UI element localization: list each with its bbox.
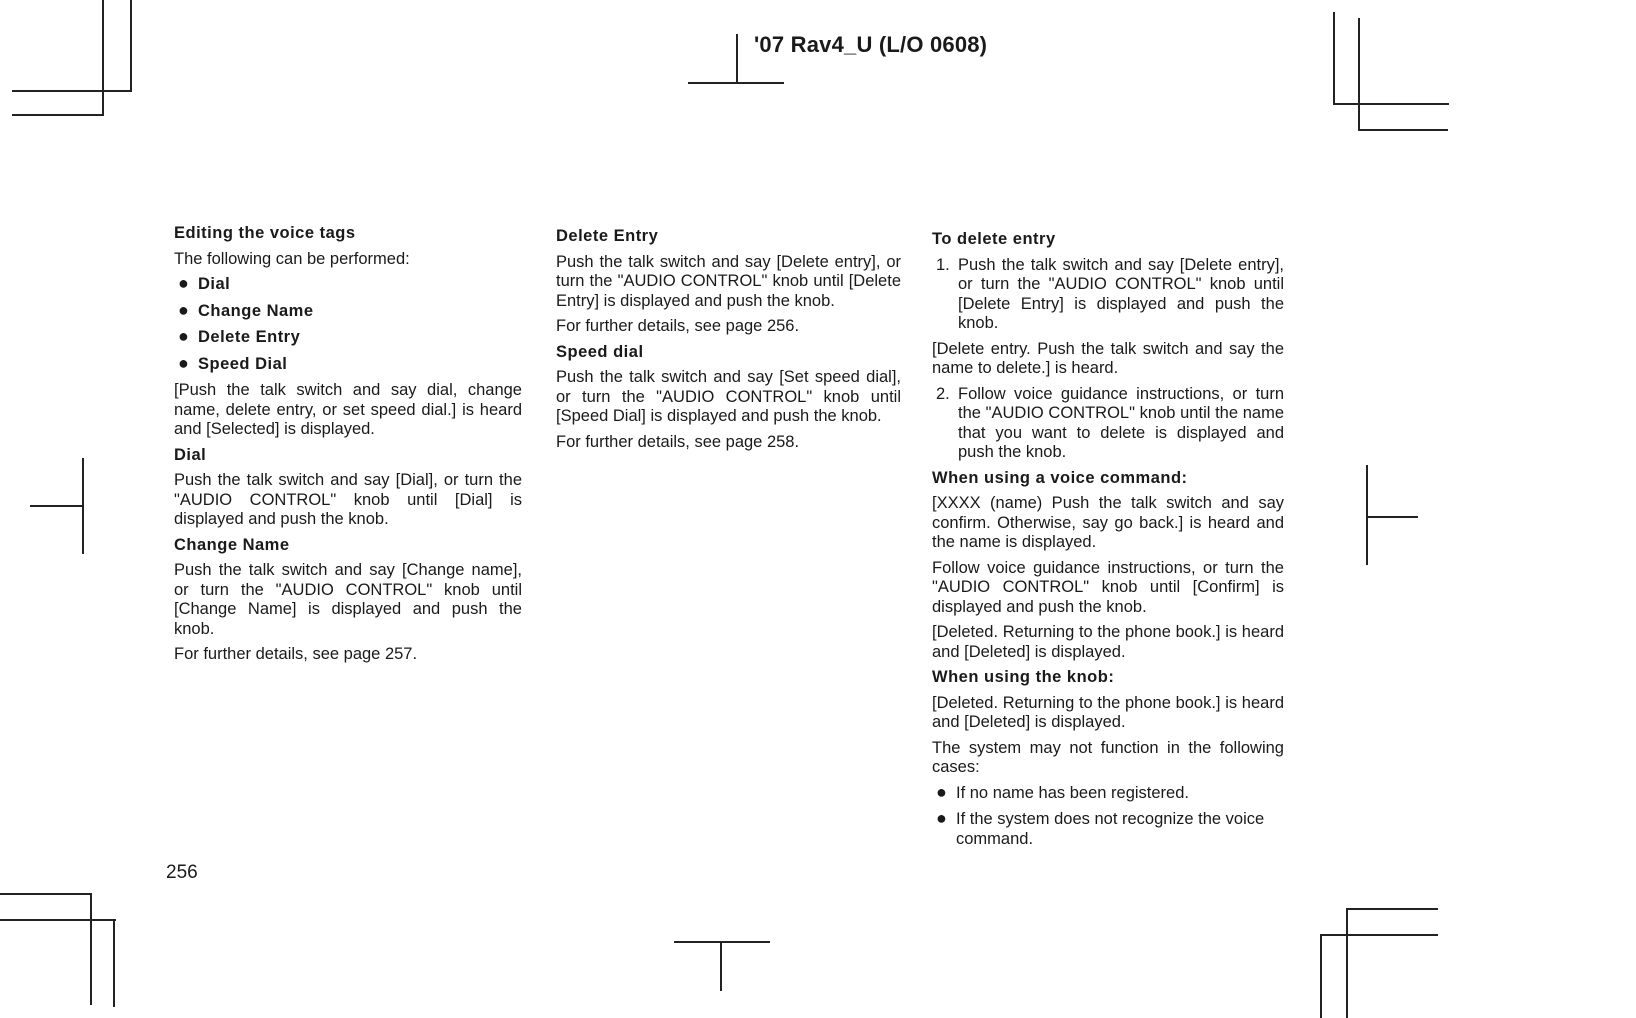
steps-list <box>932 385 1284 463</box>
list-item: ● Dial <box>178 273 231 293</box>
document-header: '07 Rav4_U (L/O 0608) <box>754 32 988 57</box>
change-name-reference: For further details, see page 257. <box>174 645 418 663</box>
speed-dial-reference: For further details, see page 258. <box>556 432 800 451</box>
section-heading-to-delete: To delete entry <box>932 230 1056 248</box>
list-item: ● Change Name <box>178 299 314 320</box>
delete-entry-reference: For further details, see page 256. <box>556 317 800 335</box>
step-item: 1. Push the talk switch and say [Delete entry], or turn the "AUDIO CONTROL" knob until [Delete Entry] is displayed and push the knob. <box>936 255 1284 332</box>
cases-intro: The system may not function in the following cases: <box>932 738 1284 776</box>
list-item: ● If no name has been registered. <box>936 781 1189 802</box>
speed-dial-text: Push the talk switch and say [Set speed dial], or turn the "AUDIO CONTROL" knob until [Speed Dial] is displayed and push the knob. <box>556 368 901 425</box>
voice-text-1: [XXXX (name) Push the talk switch and say confirm. Otherwise, say go back.] is heard and the name is displayed. <box>932 494 1284 551</box>
column-left <box>174 224 522 671</box>
section-heading-speed-dial: Speed dial <box>556 342 644 361</box>
section-heading-delete-entry: Delete Entry <box>556 227 659 245</box>
bullet-icon: ● <box>178 273 190 293</box>
section-heading-editing: Editing the voice tags <box>174 224 356 242</box>
page-number: 256 <box>166 862 198 883</box>
bullet-icon: ● <box>178 299 190 320</box>
change-name-text: Push the talk switch and say [Change name], or turn the "AUDIO CONTROL" knob until [Change Name] is displayed and push the knob. <box>174 561 522 638</box>
voice-text-3: [Deleted. Returning to the phone book.] is heard and [Deleted] is displayed. <box>932 623 1284 661</box>
list-item: ● Delete Entry <box>178 326 301 346</box>
section-heading-dial: Dial <box>174 445 207 464</box>
knob-text: [Deleted. Returning to the phone book.] is heard and [Deleted] is displayed. <box>932 693 1284 731</box>
voice-text-2: Follow voice guidance instructions, or turn the "AUDIO CONTROL" knob until [Confirm] is displayed and push the knob. <box>932 558 1284 616</box>
delete-entry-text: Push the talk switch and say [Delete entry], or turn the "AUDIO CONTROL" knob until [Delete Entry] is displayed and push the knob. <box>556 252 901 310</box>
bullet-icon: ● <box>178 326 190 346</box>
cases-list <box>932 781 1284 850</box>
step-item: 2. Follow voice guidance instructions, or turn the "AUDIO CONTROL" knob until the name that you want to delete is displayed and push the knob. <box>936 384 1284 461</box>
section-heading-voice-command: When using a voice command: <box>932 468 1188 487</box>
options-list <box>174 275 522 374</box>
section-heading-knob: When using the knob: <box>932 668 1115 686</box>
list-item: ● Speed Dial <box>178 352 288 373</box>
dial-text: Push the talk switch and say [Dial], or turn the "AUDIO CONTROL" knob until [Dial] is displayed and push the knob. <box>174 471 522 528</box>
bullet-icon: ● <box>936 808 947 828</box>
column-right <box>932 230 1284 856</box>
section-heading-change-name: Change Name <box>174 535 290 554</box>
column-middle <box>556 227 901 458</box>
bullet-icon: ● <box>936 781 947 802</box>
bullet-icon: ● <box>178 352 190 373</box>
intro-text: The following can be performed: <box>174 249 410 268</box>
step1-note: [Delete entry. Push the talk switch and say the name to delete.] is heard. <box>932 339 1284 377</box>
prompt-text: [Push the talk switch and say dial, change name, delete entry, or set speed dial.] is heard and [Selected] is displayed. <box>174 381 522 438</box>
list-item: ● If the system does not recognize the voice command. <box>936 808 1265 848</box>
steps-list <box>932 256 1284 334</box>
